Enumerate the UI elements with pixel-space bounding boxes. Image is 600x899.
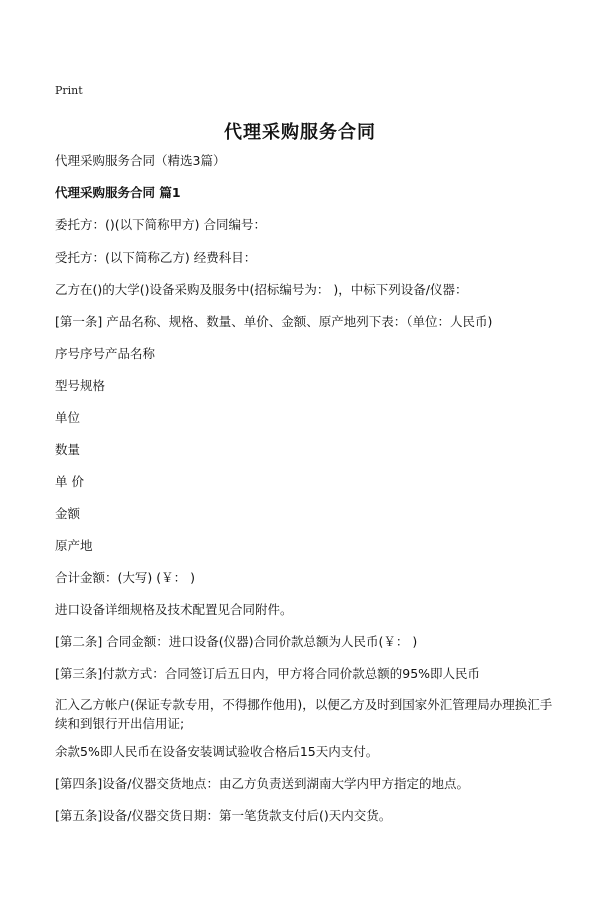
paragraph-client: 委托方：()(以下简称甲方) 合同编号：: [55, 217, 266, 232]
paragraph-contractor: 受托方：(以下简称乙方) 经费科目：: [55, 250, 257, 265]
paragraph-article-3: [第三条]付款方式：合同签订后五日内，甲方将合同价款总额的95%即人民币: [55, 666, 481, 681]
print-link[interactable]: Print: [55, 84, 83, 97]
table-header-model: 型号规格: [55, 378, 106, 393]
paragraph-article-1: [第一条] 产品名称、规格、数量、单价、金额、原产地列下表：（单位：人民币): [55, 314, 493, 329]
paragraph-article-5: [第五条]设备/仪器交货日期：第一笔货款支付后()天内交货。: [55, 808, 392, 823]
paragraph-total-amount: 合计金额：(大写) (￥： ): [55, 570, 195, 585]
table-header-origin: 原产地: [55, 538, 93, 553]
paragraph-article-2: [第二条] 合同金额：进口设备(仪器)合同价款总额为人民币(￥： ): [55, 634, 418, 649]
paragraph-bid: 乙方在()的大学()设备采购及服务中(招标编号为： )，中标下列设备/仪器：: [55, 282, 468, 297]
table-header-quantity: 数量: [55, 442, 81, 457]
table-header-unit-price: 单 价: [55, 474, 84, 489]
section-heading: 代理采购服务合同 篇1: [55, 185, 181, 200]
table-header-product: 序号序号产品名称: [55, 346, 156, 361]
table-header-unit: 单位: [55, 410, 81, 425]
paragraph-article-4: [第四条]设备/仪器交货地点：由乙方负责送到湖南大学内甲方指定的地点。: [55, 776, 469, 791]
document-subtitle: 代理采购服务合同（精选3篇）: [55, 153, 226, 168]
paragraph-balance: 余款5%即人民币在设备安装调试验收合格后15天内支付。: [55, 744, 379, 759]
document-title: 代理采购服务合同: [224, 122, 376, 143]
table-header-amount: 金额: [55, 506, 81, 521]
paragraph-appendix: 进口设备详细规格及技术配置见合同附件。: [55, 602, 293, 617]
paragraph-transfer: 汇入乙方帐户(保证专款专用，不得挪作他用)，以便乙方及时到国家外汇管理局办理换汇手续和到银行开出信用证;: [55, 697, 553, 731]
